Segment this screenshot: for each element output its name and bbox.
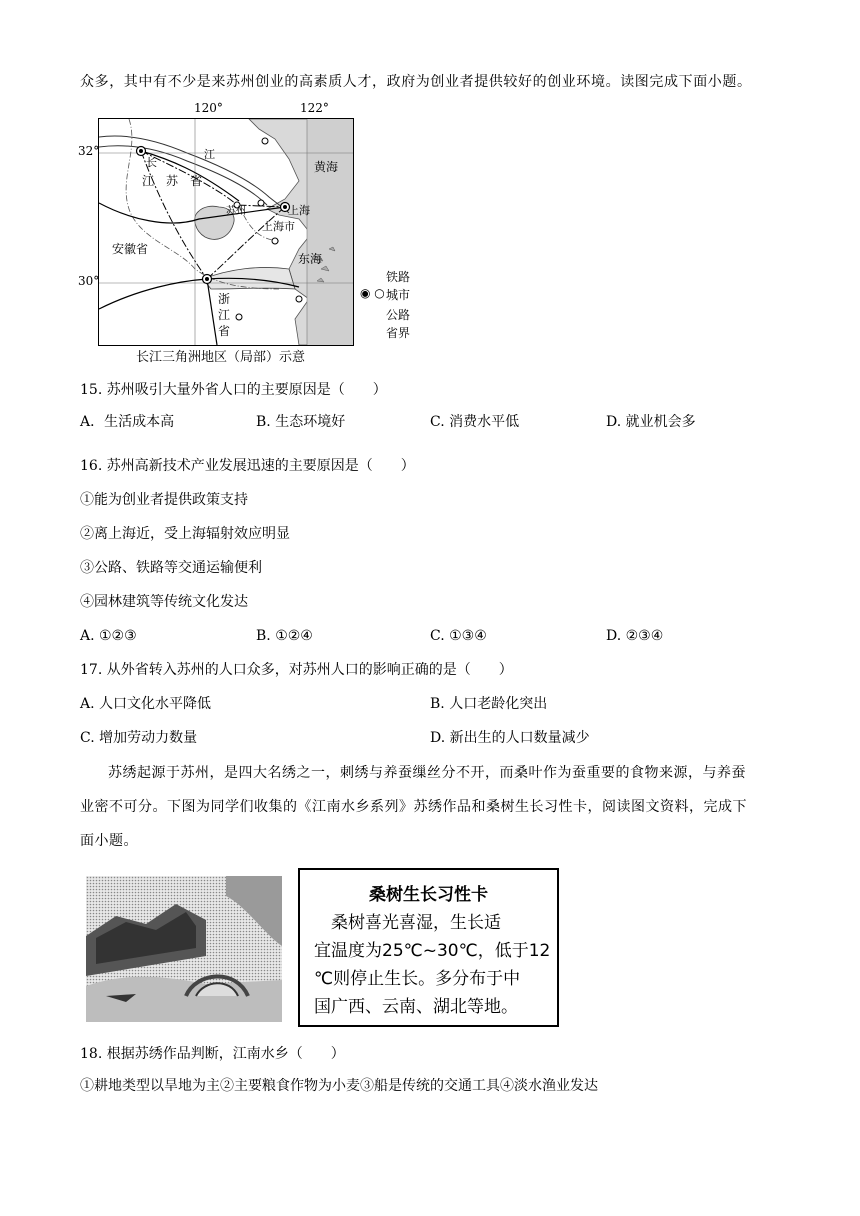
card-line-2: 宜温度为25℃~30℃，低于12 <box>314 941 551 961</box>
card-line-4: 国广西、云南、湖北等地。 <box>314 997 518 1017</box>
label-zhe: 浙 <box>218 292 231 306</box>
q18-stem: 18. 根据苏绣作品判断，江南水乡（ ） <box>80 1046 345 1062</box>
suzhou-embroidery-image <box>86 876 282 1022</box>
q16-stem: 16. 苏州高新技术产业发展迅速的主要原因是（ ） <box>80 458 415 474</box>
card-line-1: 桑树喜光喜湿，生长适 <box>314 913 501 933</box>
q16-option-b[interactable]: B. ①②④ <box>256 628 313 644</box>
legend-road: 公路 <box>386 308 411 322</box>
q16-option-d[interactable]: D. ②③④ <box>606 628 664 644</box>
passage-line-2: 业密不可分。下图为同学们收集的《江南水乡系列》苏绣作品和桑树生长习性卡，阅读图文资料，完成下 <box>80 799 747 815</box>
lon-label-122: 122° <box>300 101 329 115</box>
q16-option-c[interactable]: C. ①③④ <box>430 628 487 644</box>
q16-item-3: ③公路、铁路等交通运输便利 <box>80 560 262 576</box>
card-line-3: ℃则停止生长。多分布于中 <box>314 969 521 989</box>
q15-option-b[interactable]: B. 生态环境好 <box>256 414 346 430</box>
label-anhui: 安徽省 <box>112 242 149 256</box>
lat-label-32: 32° <box>78 144 100 158</box>
label-suzhou: 苏州 <box>226 206 246 217</box>
q16-item-1: ①能为创业者提供政策支持 <box>80 492 248 508</box>
label-jiang2: 江 <box>218 308 231 322</box>
q18-items: ①耕地类型以旱地为主②主要粮食作物为小麦③船是传统的交通工具④淡水渔业发达 <box>80 1078 598 1094</box>
q16-option-a[interactable]: A. ①②③ <box>80 628 137 644</box>
label-jiang: 江 <box>204 148 215 161</box>
card-title: 桑树生长习性卡 <box>369 885 488 905</box>
label-shanghai: 上海 <box>288 204 310 217</box>
q17-option-a[interactable]: A. 人口文化水平降低 <box>80 696 212 712</box>
map-caption: 长江三角洲地区（局部）示意 <box>136 350 306 365</box>
label-huanghai: 黄海 <box>314 160 339 174</box>
label-jiangsu: 江 苏 省 <box>142 174 203 188</box>
legend-city-icon: ◉ ○ <box>360 286 385 300</box>
q16-item-2: ②离上海近，受上海辐射效应明显 <box>80 526 290 542</box>
q15-option-a[interactable]: A．生活成本高 <box>80 414 175 430</box>
label-sheng: 省 <box>218 324 231 338</box>
legend-boundary: 省界 <box>386 326 411 340</box>
q17-option-c[interactable]: C. 增加劳动力数量 <box>80 730 198 746</box>
q17-option-d[interactable]: D. 新出生的人口数量减少 <box>430 730 590 746</box>
passage-line-1: 苏绣起源于苏州，是四大名绣之一，刺绣与养蚕缫丝分不开，而桑叶作为蚕重要的食物来源，与养蚕 <box>108 765 746 781</box>
q17-option-b[interactable]: B. 人口老龄化突出 <box>430 696 548 712</box>
q15-stem: 15. 苏州吸引大量外省人口的主要原因是（ ） <box>80 382 387 398</box>
label-shanghai-city: 上海市 <box>262 220 295 233</box>
legend-railway: 铁路 <box>386 270 411 284</box>
q16-item-4: ④园林建筑等传统文化发达 <box>80 594 248 610</box>
label-donghai: 东海 <box>298 252 323 266</box>
lon-label-120: 120° <box>194 101 223 115</box>
q15-option-d[interactable]: D. 就业机会多 <box>606 414 696 430</box>
legend-city: 城市 <box>386 288 411 302</box>
lat-label-30: 30° <box>78 274 100 288</box>
label-chang: 长 <box>146 156 157 169</box>
mulberry-card <box>298 868 559 1027</box>
q17-stem: 17. 从外省转入苏州的人口众多，对苏州人口的影响正确的是（ ） <box>80 662 513 678</box>
q15-option-c[interactable]: C. 消费水平低 <box>430 414 520 430</box>
intro-text: 众多，其中有不少是来苏州创业的高素质人才，政府为创业者提供较好的创业环境。读图完成下面小题。 <box>80 74 752 90</box>
passage-line-3: 面小题。 <box>80 833 138 849</box>
